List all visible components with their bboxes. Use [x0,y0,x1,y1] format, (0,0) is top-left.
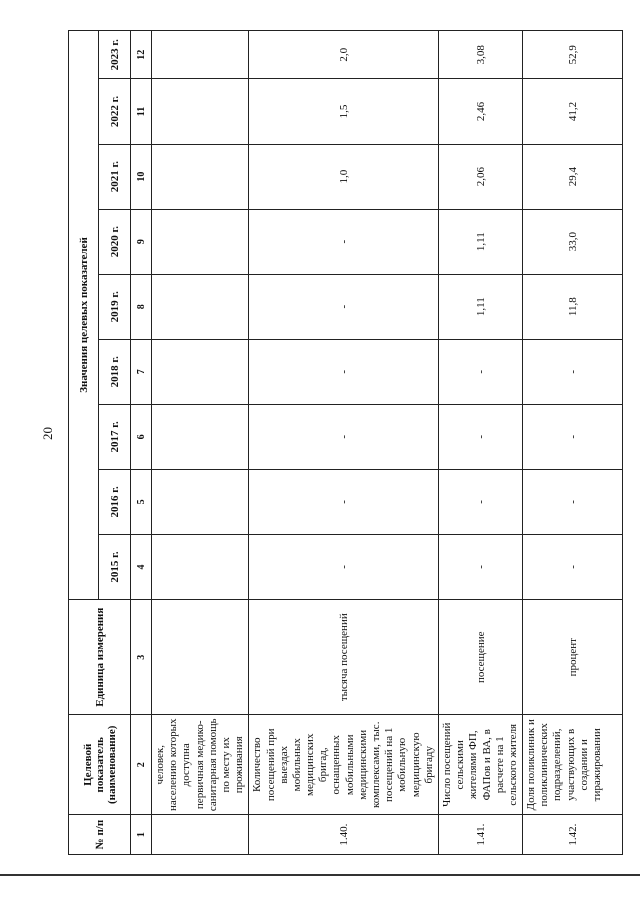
row-name: Количество посещений при выездах мобильных медицинских бригад, оснащенных мобильными медицинскими комплексами, тыс. посещений на 1 мобильную медицинскую бригаду [249,715,439,815]
row-value: 41,2 [523,79,623,144]
header-year: 2015 г. [99,534,131,599]
header-num: № п/п [69,815,131,855]
row-value: 1,11 [438,274,522,339]
column-number: 7 [131,339,152,404]
row-value: - [249,404,439,469]
column-number: 11 [131,79,152,144]
table-row [438,31,522,855]
row-value: 11,8 [523,274,623,339]
column-number: 6 [131,404,152,469]
row-num: 1.41. [438,815,522,855]
row-value: 29,4 [523,144,623,209]
row-value [152,31,249,79]
row-unit: процент [523,599,623,714]
row-unit [152,599,249,714]
header-year: 2016 г. [99,469,131,534]
column-number: 4 [131,534,152,599]
row-value: - [438,339,522,404]
row-value: 1,11 [438,209,522,274]
target-indicators-table [68,30,623,855]
header-unit: Единица измерения [69,599,131,714]
row-unit: тысяча посещений [249,599,439,714]
column-number: 8 [131,274,152,339]
column-number: 9 [131,209,152,274]
header-year: 2022 г. [99,79,131,144]
row-value: 2,46 [438,79,522,144]
row-unit: посещение [438,599,522,714]
header-year: 2017 г. [99,404,131,469]
header-indicator: Целевой показатель (наименование) [69,715,131,815]
row-value: - [523,339,623,404]
row-name: Доля поликлиник и поликлинических подразделений, участвующих в создании и тиражировании [523,715,623,815]
header-year: 2023 г. [99,31,131,79]
column-number: 12 [131,31,152,79]
row-value: - [523,404,623,469]
header-year: 2018 г. [99,339,131,404]
footer-divider [0,874,640,876]
row-name: Число посещений сельскими жителями ФП, ФАПов и ВА, в расчете на 1 сельского жителя [438,715,522,815]
row-value: - [249,469,439,534]
row-value: - [249,534,439,599]
table-row [249,31,439,855]
row-value [152,469,249,534]
row-num: 1.42. [523,815,623,855]
header-year: 2021 г. [99,144,131,209]
header-values-group: Значения целевых показателей [69,31,99,600]
row-value: 52,9 [523,31,623,79]
row-value: 3,08 [438,31,522,79]
row-value [152,534,249,599]
row-value: - [249,274,439,339]
column-number: 5 [131,469,152,534]
row-value [152,209,249,274]
table-row [152,31,249,855]
row-value: - [523,469,623,534]
row-num: 1.40. [249,815,439,855]
page-number: 20 [40,427,55,440]
row-name: человек, населению которых доступна первичная медико-санитарная помощь по месту их проживания [152,715,249,815]
row-value: - [438,404,522,469]
row-value: 1,5 [249,79,439,144]
row-value: - [438,534,522,599]
row-value [152,404,249,469]
rotated-table-page [68,30,613,855]
row-value: - [249,339,439,404]
row-value: - [249,209,439,274]
column-number: 3 [131,599,152,714]
header-year: 2020 г. [99,209,131,274]
row-value: - [523,534,623,599]
row-value: 1,0 [249,144,439,209]
row-value: 2,0 [249,31,439,79]
column-number: 1 [131,815,152,855]
row-num [152,815,249,855]
header-year: 2019 г. [99,274,131,339]
table-row [523,31,623,855]
row-value: - [438,469,522,534]
column-number-row [131,31,152,855]
row-value [152,79,249,144]
row-value: 33,0 [523,209,623,274]
row-value [152,144,249,209]
row-value [152,274,249,339]
row-value [152,339,249,404]
column-number: 10 [131,144,152,209]
column-number: 2 [131,715,152,815]
row-value: 2,06 [438,144,522,209]
